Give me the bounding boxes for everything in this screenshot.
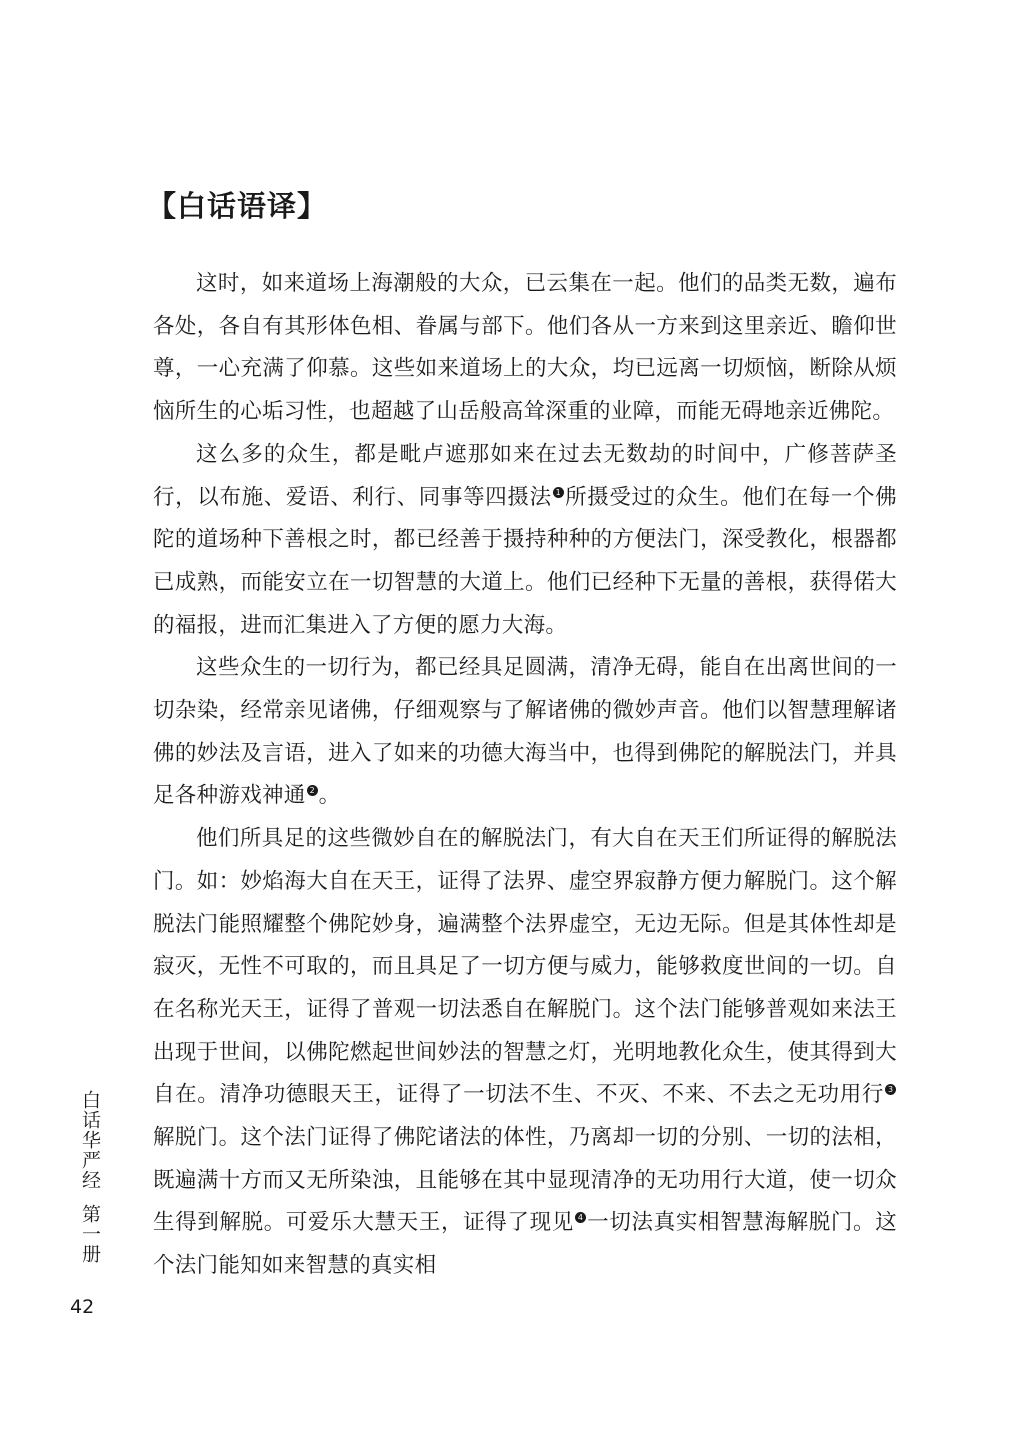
paragraph-1 <box>153 263 897 434</box>
paragraph-text: 一切法真实相智慧海解脱门。这个法门能知如来智慧的真实相 <box>153 1210 898 1279</box>
paragraph-text: 解脱门。这个法门证得了佛陀诸法的体性，乃离却一切的分别、一切的法相，既遍满十方而又无所染浊，且能够在其中显现清净的无功用行大道，使一切众生得到解脱。可爱乐大慧天王，证得了现见 <box>153 1125 897 1236</box>
paragraph-text: 他们所具足的这些微妙自在的解脱法门，有大自在天王们所证得的解脱法门。如：妙焰海大自在天王，证得了法界、虚空界寂静方便力解脱门。这个解脱法门能照耀整个佛陀妙身，遍满整个法界虚空，无边无际。但是其体性却是寂灭，无性不可取的，而且具足了一切方便与威力，能够救度世间的一切。自在名称光天王，证得了普观一切法悉自在解脱门。这个法门能够普观如来法王出现于世间，以佛陀燃起世间妙法的智慧之灯，光明地教化众生，使其得到大自在。清净功德眼天王，证得了一切法不生、不灭、不来、不去之无功用行 <box>153 826 897 1108</box>
paragraph-text: 这么多的众生，都是毗卢遮那如来在过去无数劫的时间中，广修菩萨圣行，以布施、爱语、利行、同事等四摄法 <box>153 441 897 510</box>
paragraph-3 <box>153 647 897 818</box>
paragraph-text: 这时，如来道场上海潮般的大众，已云集在一起。他们的品类无数，遍布各处，各自有其形体色相、眷属与部下。他们各从一方来到这里亲近、瞻仰世尊，一心充满了仰慕。这些如来道场上的大众，均已远离一切烦恼，断除从烦恼所生的心垢习性，也超越了山岳般高耸深重的业障，而能无碍地亲近佛陀。 <box>153 271 897 425</box>
paragraph-text: 所摄受过的众生。他们在每一个佛陀的道场种下善根之时，都已经善于摄持种种的方便法门，深受教化，根器都已成熟，而能安立在一切智慧的大道上。他们已经种下无量的善根，获得偌大的福报，进而汇集进入了方便的愿力大海。 <box>153 484 897 638</box>
footnote-marker[interactable]: 2 <box>307 785 318 796</box>
body-text <box>153 263 897 1288</box>
footnote-marker[interactable]: 4 <box>575 1212 586 1223</box>
book-title: 白话华严经 <box>79 1090 101 1190</box>
footnote-marker[interactable]: 1 <box>553 487 564 498</box>
paragraph-text: 。 <box>318 783 341 809</box>
page-number: 42 <box>70 1296 95 1318</box>
footnote-marker[interactable]: 3 <box>885 1084 896 1095</box>
paragraph-4 <box>153 818 897 1288</box>
running-title <box>74 1090 100 1264</box>
volume-label: 第一册 <box>79 1204 101 1264</box>
paragraph-text: 这些众生的一切行为，都已经具足圆满，清净无碍，能自在出离世间的一切杂染，经常亲见诸佛，仔细观察与了解诸佛的微妙声音。他们以智慧理解诸佛的妙法及言语，进入了如来的功德大海当中，也得到佛陀的解脱法门，并具足各种游戏神通 <box>153 655 897 809</box>
section-heading: 【白话语译】 <box>147 189 328 223</box>
paragraph-2 <box>153 434 897 648</box>
